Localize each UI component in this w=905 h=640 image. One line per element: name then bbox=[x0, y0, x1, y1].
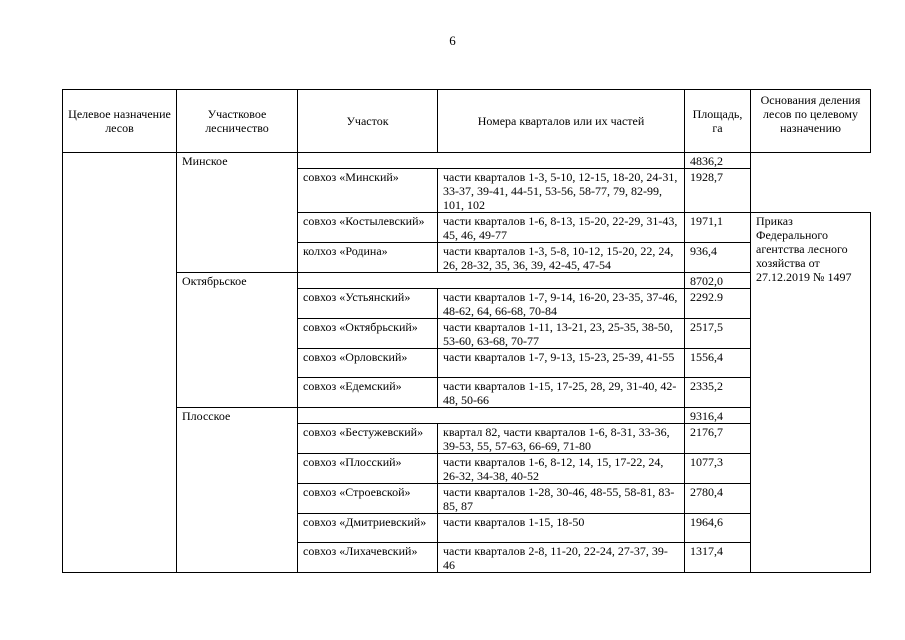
quarters-cell: части кварталов 1-6, 8-12, 14, 15, 17-22, 24, 26-32, 34-38, 40-52 bbox=[438, 454, 685, 484]
empty-cell bbox=[298, 408, 685, 424]
area-cell: 936,4 bbox=[685, 243, 751, 273]
area-cell: 9316,4 bbox=[685, 408, 751, 424]
plot-cell: совхоз «Дмитриевский» bbox=[298, 514, 438, 543]
table-row bbox=[63, 273, 871, 289]
plot-cell: совхоз «Октябрьский» bbox=[298, 319, 438, 349]
forestry-cell: Минское bbox=[177, 153, 298, 273]
area-cell: 4836,2 bbox=[685, 153, 751, 169]
area-cell: 1964,6 bbox=[685, 514, 751, 543]
basis-cell: Приказ Федерального агентства лесного хозяйства от 27.12.2019 № 1497 bbox=[751, 213, 871, 573]
plot-cell: совхоз «Бестужевский» bbox=[298, 424, 438, 454]
area-cell: 2176,7 bbox=[685, 424, 751, 454]
header-district-forestry: Участковое лесничество bbox=[177, 90, 298, 153]
quarters-cell: части кварталов 1-7, 9-14, 16-20, 23-35, 37-46, 48-62, 64, 66-68, 70-84 bbox=[438, 289, 685, 319]
plot-cell: совхоз «Минский» bbox=[298, 169, 438, 213]
area-cell: 1556,4 bbox=[685, 349, 751, 378]
area-cell: 1971,1 bbox=[685, 213, 751, 243]
forest-division-table bbox=[62, 89, 871, 573]
area-cell: 1077,3 bbox=[685, 454, 751, 484]
quarters-cell: части кварталов 1-3, 5-10, 12-15, 18-20, 24-31, 33-37, 39-41, 44-51, 53-56, 58-77, 79, 82-99, 101, 102 bbox=[438, 169, 685, 213]
area-cell: 8702,0 bbox=[685, 273, 751, 289]
header-purpose: Целевое назначение лесов bbox=[63, 90, 177, 153]
table-row bbox=[63, 153, 871, 169]
area-cell: 2292.9 bbox=[685, 289, 751, 319]
plot-cell: совхоз «Костылевский» bbox=[298, 213, 438, 243]
area-cell: 1928,7 bbox=[685, 169, 751, 213]
quarters-cell: части кварталов 1-15, 18-50 bbox=[438, 514, 685, 543]
header-row bbox=[63, 90, 871, 153]
purpose-cell bbox=[63, 153, 177, 573]
header-area: Площадь, га bbox=[685, 90, 751, 153]
plot-cell: совхоз «Орловский» bbox=[298, 349, 438, 378]
quarters-cell: части кварталов 1-3, 5-8, 10-12, 15-20, 22, 24, 26, 28-32, 35, 36, 39, 42-45, 47-54 bbox=[438, 243, 685, 273]
header-plot: Участок bbox=[298, 90, 438, 153]
table-row bbox=[63, 408, 871, 424]
area-cell: 2780,4 bbox=[685, 484, 751, 514]
plot-cell: совхоз «Едемский» bbox=[298, 378, 438, 408]
quarters-cell: части кварталов 1-15, 17-25, 28, 29, 31-40, 42-48, 50-66 bbox=[438, 378, 685, 408]
header-quarters: Номера кварталов или их частей bbox=[438, 90, 685, 153]
empty-cell bbox=[298, 273, 685, 289]
plot-cell: колхоз «Родина» bbox=[298, 243, 438, 273]
forestry-cell: Октябрьское bbox=[177, 273, 298, 408]
quarters-cell: части кварталов 1-28, 30-46, 48-55, 58-81, 83-85, 87 bbox=[438, 484, 685, 514]
quarters-cell: части кварталов 1-11, 13-21, 23, 25-35, 38-50, 53-60, 63-68, 70-77 bbox=[438, 319, 685, 349]
page-number: 6 bbox=[449, 33, 456, 48]
area-cell: 2335,2 bbox=[685, 378, 751, 408]
area-cell: 1317,4 bbox=[685, 543, 751, 573]
quarters-cell: части кварталов 2-8, 11-20, 22-24, 27-37, 39-46 bbox=[438, 543, 685, 573]
quarters-cell: квартал 82, части кварталов 1-6, 8-31, 33-36, 39-53, 55, 57-63, 66-69, 71-80 bbox=[438, 424, 685, 454]
area-cell: 2517,5 bbox=[685, 319, 751, 349]
plot-cell: совхоз «Плосский» bbox=[298, 454, 438, 484]
forestry-cell: Плосское bbox=[177, 408, 298, 573]
quarters-cell: части кварталов 1-6, 8-13, 15-20, 22-29, 31-43, 45, 46, 49-77 bbox=[438, 213, 685, 243]
plot-cell: совхоз «Устьянский» bbox=[298, 289, 438, 319]
header-basis: Основания деления лесов по целевому назначению bbox=[751, 90, 871, 153]
plot-cell: совхоз «Лихачевский» bbox=[298, 543, 438, 573]
quarters-cell: части кварталов 1-7, 9-13, 15-23, 25-39, 41-55 bbox=[438, 349, 685, 378]
plot-cell: совхоз «Строевской» bbox=[298, 484, 438, 514]
empty-cell bbox=[298, 153, 685, 169]
